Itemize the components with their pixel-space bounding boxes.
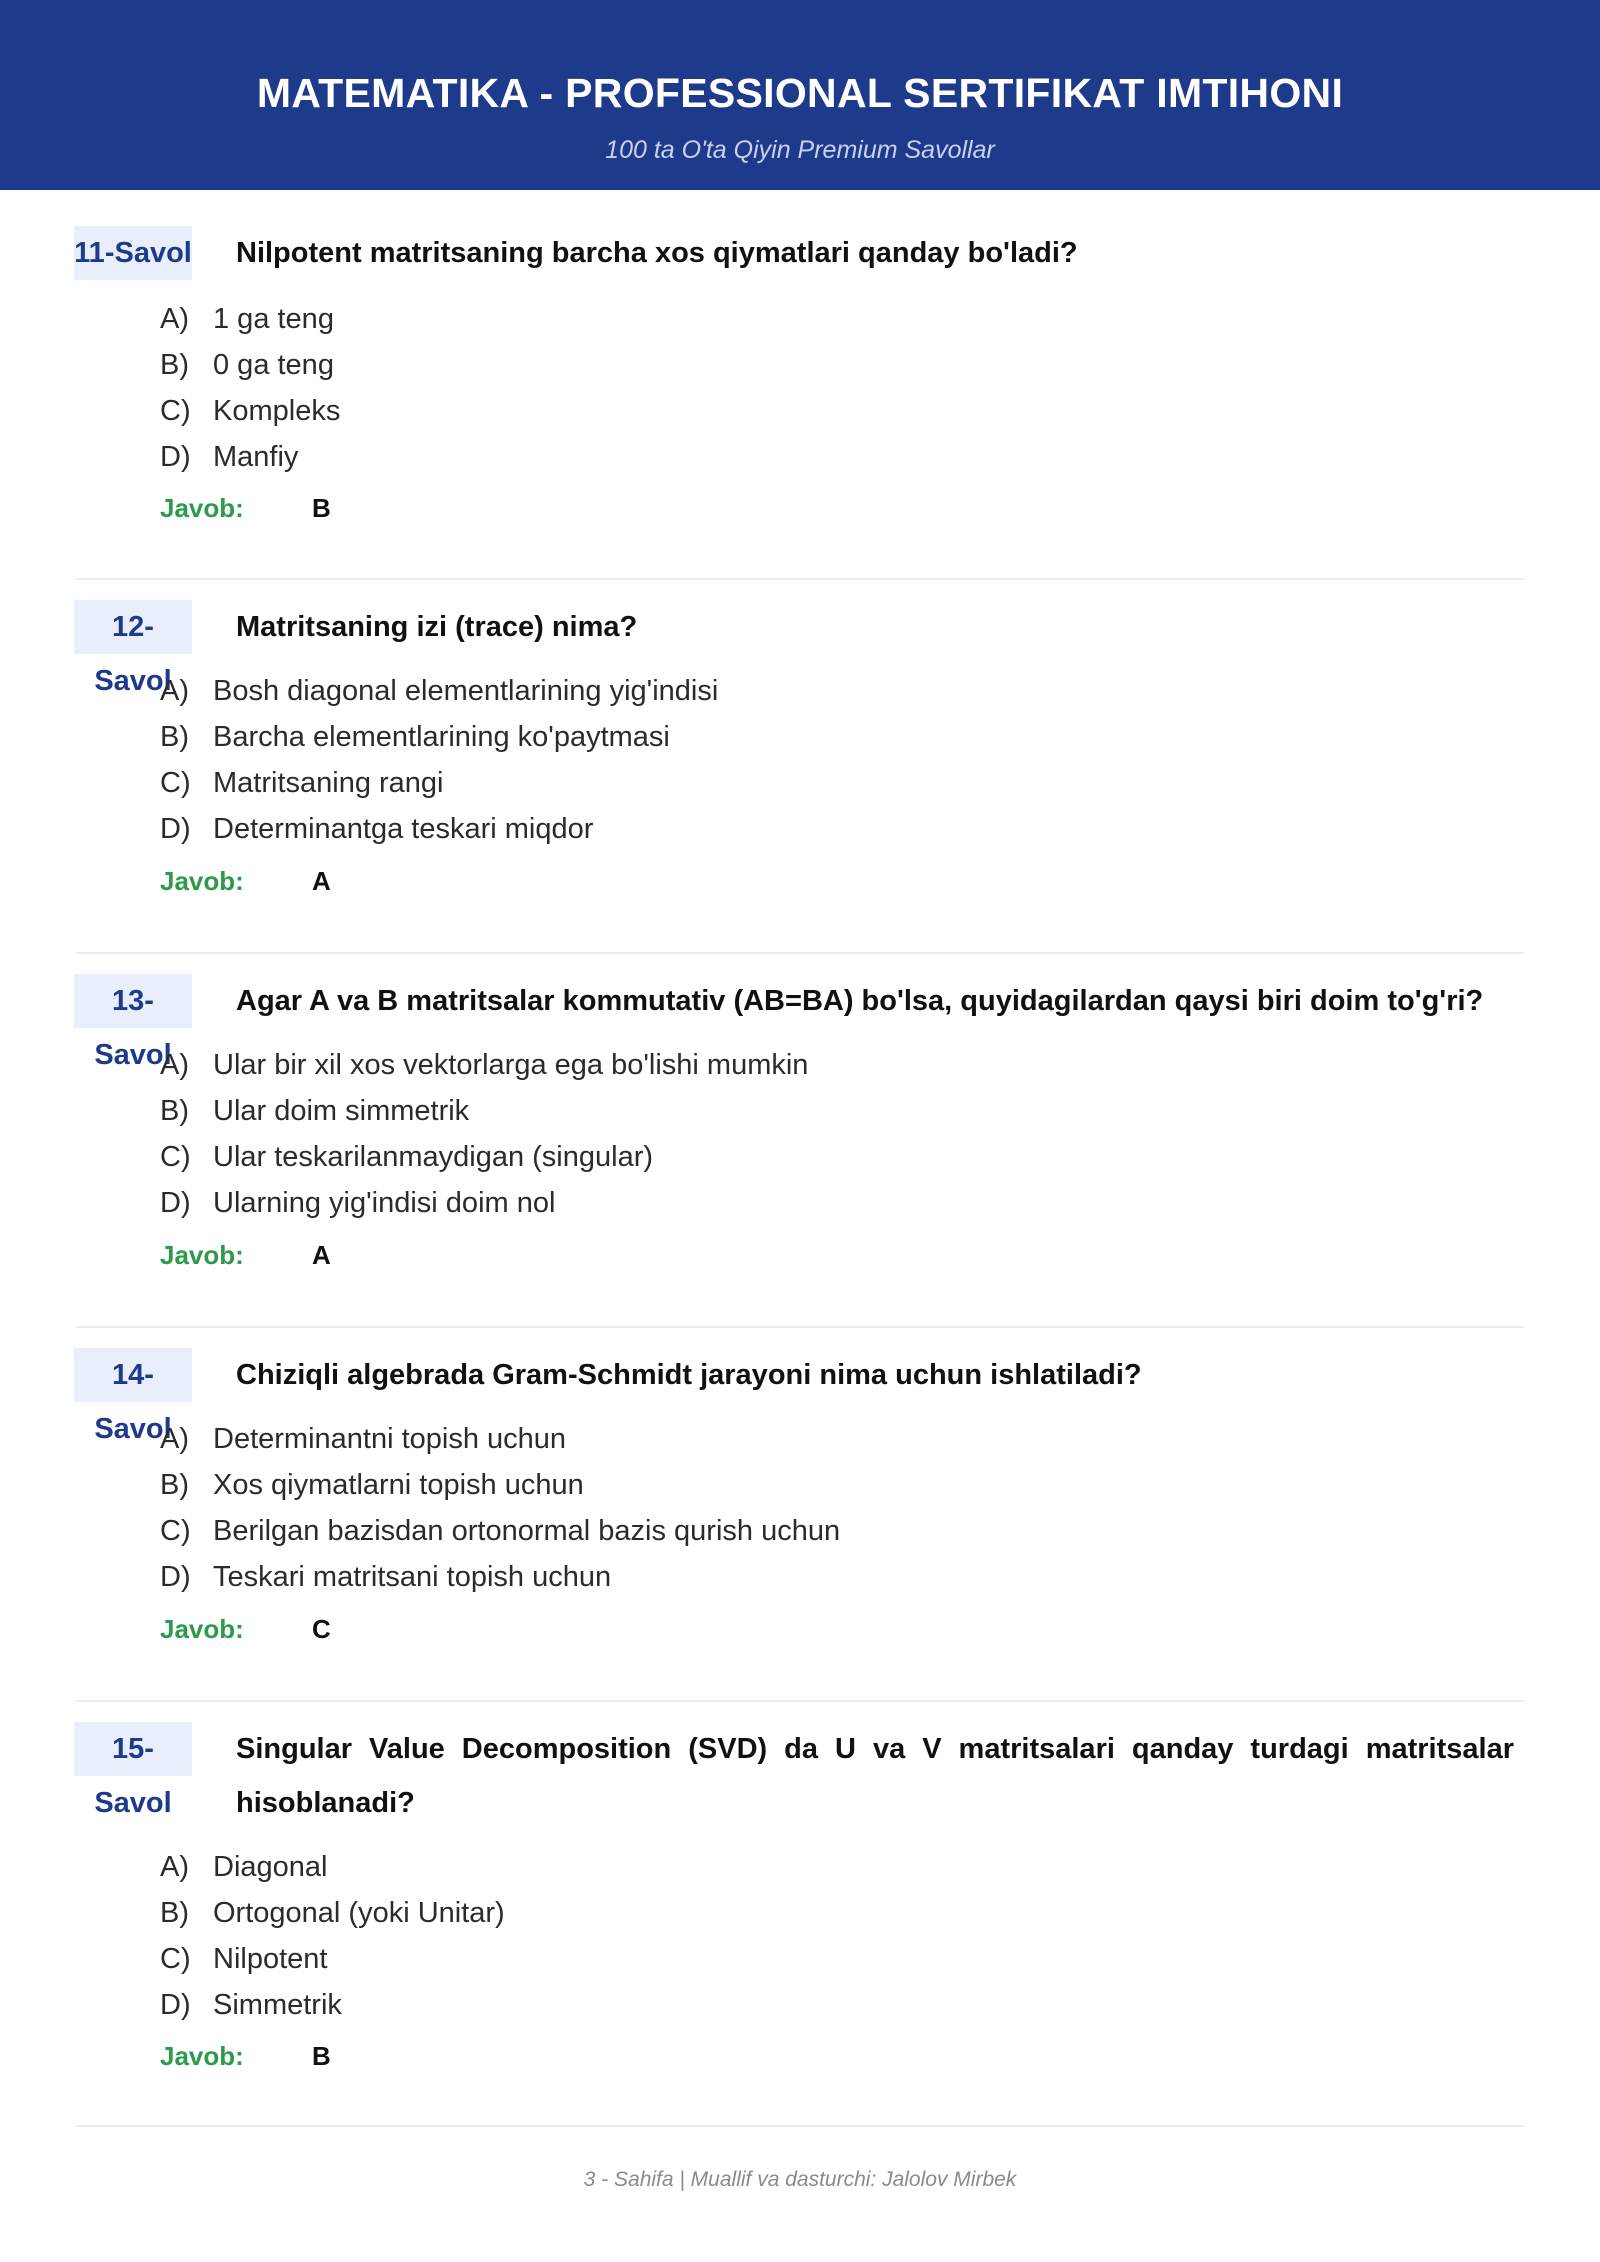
page-footer: 3 - Sahifa | Muallif va dasturchi: Jalolov Mirbek <box>583 2168 1017 2191</box>
option-letter: D) <box>160 1989 191 2021</box>
option-text: Ular teskarilanmaydigan (singular) <box>213 1141 654 1173</box>
question-number-badge: 14-Savol <box>74 1348 192 1402</box>
option-c <box>160 388 340 434</box>
answer-value: B <box>312 2041 331 2071</box>
option-letter: B) <box>160 721 189 753</box>
answer-line <box>160 493 331 523</box>
option-text: Barcha elementlarining ko'paytmasi <box>213 721 670 753</box>
option-d <box>160 1982 505 2028</box>
option-text: Ularning yig'indisi doim nol <box>213 1187 556 1219</box>
option-text: Ortogonal (yoki Unitar) <box>213 1897 505 1929</box>
option-text: Berilgan bazisdan ortonormal bazis qurish uchun <box>213 1515 841 1547</box>
option-text: Ular bir xil xos vektorlarga ega bo'lishi mumkin <box>213 1049 809 1081</box>
question-number-badge: 12-Savol <box>74 600 192 654</box>
option-a <box>160 668 718 714</box>
options-list <box>160 1844 505 2028</box>
option-letter: A) <box>160 1423 189 1455</box>
question-text: Agar A va B matritsalar kommutativ (AB=BA) bo'lsa, quyidagilardan qaysi biri doim to'g'ri? <box>236 985 1484 1017</box>
option-c <box>160 1936 505 1982</box>
option-text: Nilpotent <box>213 1943 328 1975</box>
answer-label: Javob: <box>160 1614 244 1644</box>
answer-label: Javob: <box>160 2041 244 2071</box>
answer-value: B <box>312 493 331 523</box>
divider <box>76 1700 1524 1702</box>
question-text: Nilpotent matritsaning barcha xos qiymatlari qanday bo'ladi? <box>236 237 1078 269</box>
option-b <box>160 714 718 760</box>
option-letter: D) <box>160 1561 191 1593</box>
answer-value: A <box>312 866 331 896</box>
divider <box>76 578 1524 580</box>
question-number-badge: 11-Savol <box>74 226 192 280</box>
options-list <box>160 1416 840 1600</box>
option-text: Determinantga teskari miqdor <box>213 813 594 845</box>
option-text: Bosh diagonal elementlarining yig'indisi <box>213 675 719 707</box>
option-letter: C) <box>160 767 191 799</box>
options-list <box>160 668 718 852</box>
option-c <box>160 1508 840 1554</box>
option-letter: B) <box>160 1469 189 1501</box>
option-d <box>160 1554 840 1600</box>
question-text: Matritsaning izi (trace) nima? <box>236 611 638 643</box>
question-text: Chiziqli algebrada Gram-Schmidt jarayoni nima uchun ishlatiladi? <box>236 1359 1142 1391</box>
option-a <box>160 1042 808 1088</box>
option-text: Simmetrik <box>213 1989 342 2021</box>
option-b <box>160 1088 808 1134</box>
option-b <box>160 1462 840 1508</box>
question-number-badge: 15-Savol <box>74 1722 192 1776</box>
divider <box>76 1326 1524 1328</box>
option-letter: D) <box>160 1187 191 1219</box>
answer-line <box>160 866 331 896</box>
option-text: Diagonal <box>213 1851 328 1883</box>
option-text: 1 ga teng <box>213 303 334 335</box>
option-b <box>160 342 340 388</box>
answer-line <box>160 1240 331 1270</box>
option-text: Manfiy <box>213 441 299 473</box>
divider <box>76 952 1524 954</box>
answer-label: Javob: <box>160 866 244 896</box>
answer-line <box>160 1614 331 1644</box>
option-letter: B) <box>160 349 189 381</box>
option-c <box>160 1134 808 1180</box>
option-letter: D) <box>160 441 191 473</box>
option-text: Matritsaning rangi <box>213 767 444 799</box>
option-letter: A) <box>160 1851 189 1883</box>
option-b <box>160 1890 505 1936</box>
question-text: Singular Value Decomposition (SVD) da U va V matritsalari qanday turdagi matritsalar hisoblanadi? <box>236 1733 1514 1819</box>
question-number-badge: 13-Savol <box>74 974 192 1028</box>
option-a <box>160 1416 840 1462</box>
option-c <box>160 760 718 806</box>
option-d <box>160 806 718 852</box>
page-subtitle: 100 ta O'ta Qiyin Premium Savollar <box>605 136 995 164</box>
option-letter: C) <box>160 1943 191 1975</box>
answer-value: A <box>312 1240 331 1270</box>
option-letter: C) <box>160 395 191 427</box>
answer-label: Javob: <box>160 1240 244 1270</box>
option-letter: A) <box>160 1049 189 1081</box>
option-text: Ular doim simmetrik <box>213 1095 470 1127</box>
options-list <box>160 296 340 480</box>
page-title: MATEMATIKA - PROFESSIONAL SERTIFIKAT IMTIHONI <box>256 70 1344 116</box>
option-a <box>160 1844 505 1890</box>
option-letter: B) <box>160 1897 189 1929</box>
option-text: 0 ga teng <box>213 349 334 381</box>
answer-line <box>160 2041 331 2071</box>
option-letter: C) <box>160 1515 191 1547</box>
option-letter: D) <box>160 813 191 845</box>
option-letter: B) <box>160 1095 189 1127</box>
option-text: Determinantni topish uchun <box>213 1423 567 1455</box>
option-d <box>160 1180 808 1226</box>
options-list <box>160 1042 808 1226</box>
answer-value: C <box>312 1614 331 1644</box>
divider <box>76 2125 1524 2127</box>
option-letter: C) <box>160 1141 191 1173</box>
option-text: Xos qiymatlarni topish uchun <box>213 1469 584 1501</box>
option-a <box>160 296 340 342</box>
option-text: Teskari matritsani topish uchun <box>213 1561 612 1593</box>
page-header <box>0 0 1600 190</box>
answer-label: Javob: <box>160 493 244 523</box>
option-d <box>160 434 340 480</box>
option-text: Kompleks <box>213 395 341 427</box>
option-letter: A) <box>160 675 189 707</box>
option-letter: A) <box>160 303 189 335</box>
